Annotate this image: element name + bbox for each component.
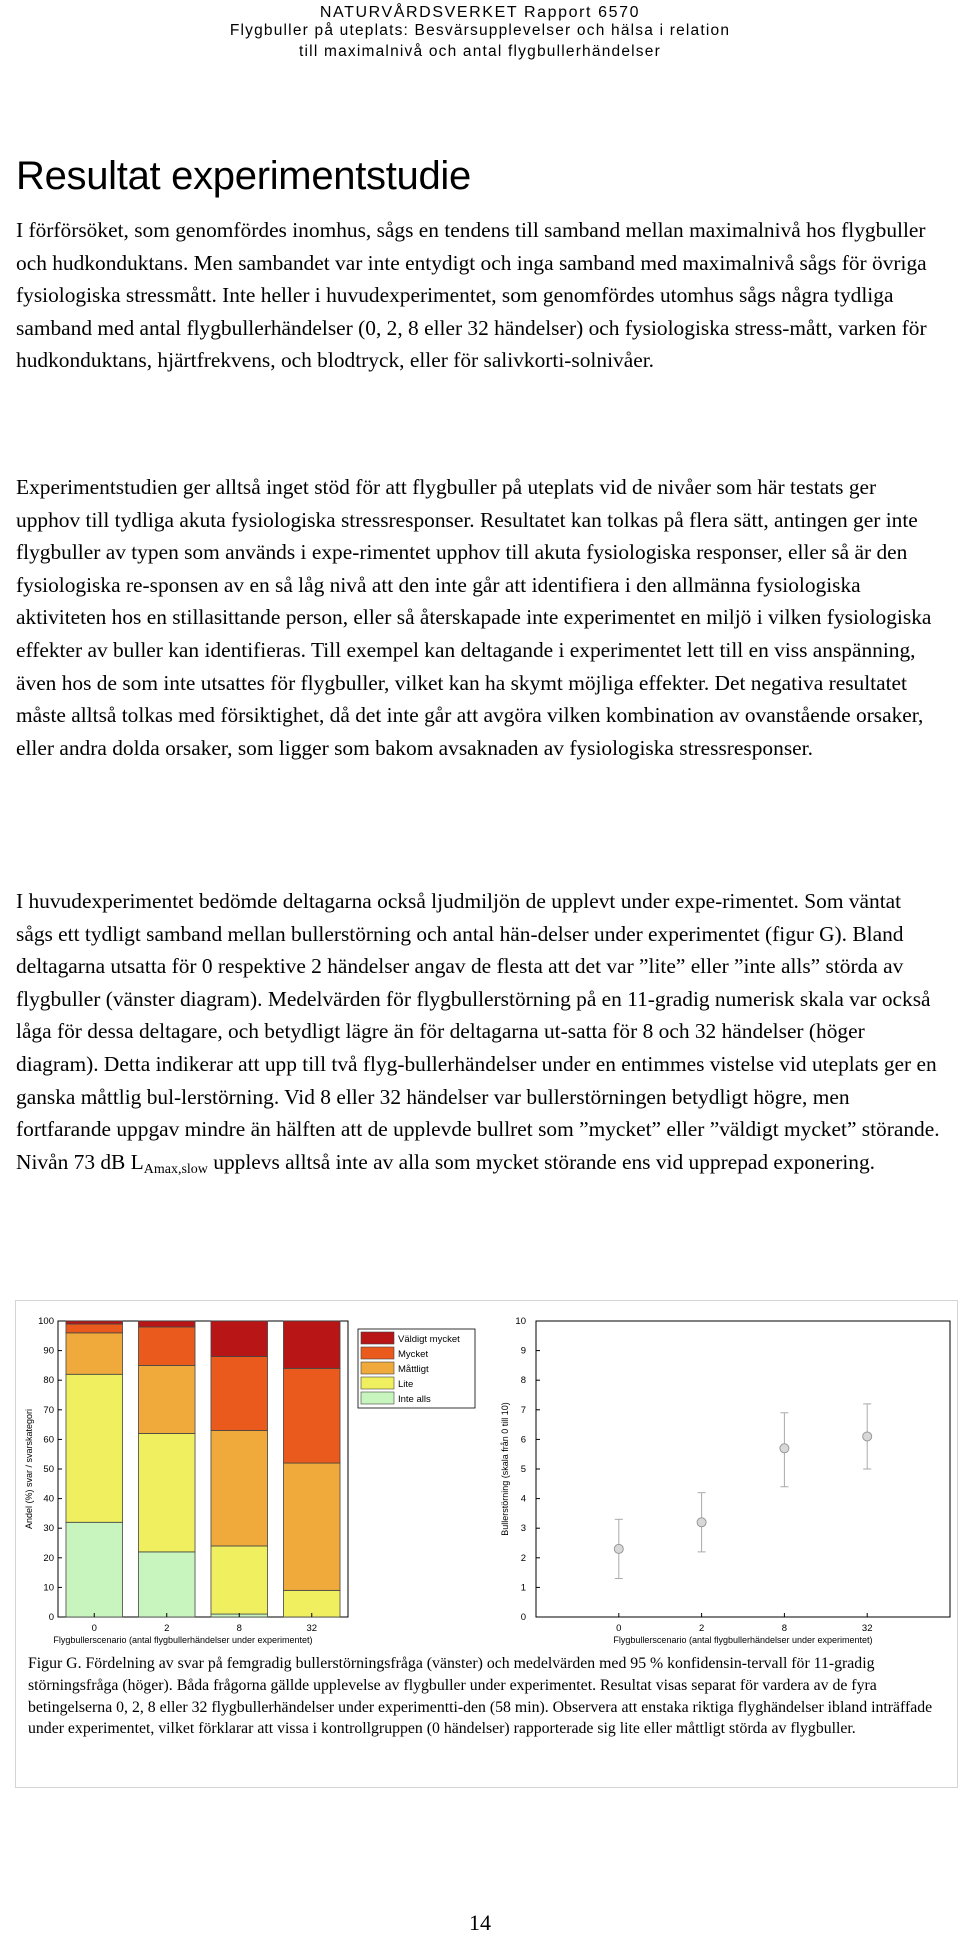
y-tick-label: 70 [43, 1404, 54, 1416]
paragraph-1: I förförsöket, som genomfördes inomhus, sågs en tendens till samband mellan maximalnivå hos flygbuller och hudkonduktans. Men sambandet var inte entydigt och inga samband med maximalnivå sågs för övriga fysiologiska stressmått. Inte heller i huvudexperimentet, som genomfördes utomhus sågs några tydliga samband med antal flygbullerhändelser (0, 2, 8 eller 32 händelser) och fysiologiska stress-mått, varken för hudkonduktans, hjärtfrekvens, och blodtryck, eller för salivkorti-solnivåer. [16, 218, 927, 373]
y-tick-label: 100 [38, 1316, 54, 1327]
stacked-bar-chart [16, 1301, 486, 1651]
bar-segment [211, 1431, 268, 1546]
x-tick-label: 0 [91, 1623, 97, 1634]
x-tick-label: 2 [698, 1623, 705, 1634]
y-tick-label: 8 [520, 1375, 526, 1387]
x-tick-label: 2 [164, 1623, 170, 1634]
mean-point [780, 1444, 789, 1453]
y-tick-label: 80 [43, 1375, 54, 1387]
y-tick-label: 2 [520, 1552, 526, 1564]
mean-point [614, 1544, 623, 1553]
y-tick-label: 0 [48, 1612, 54, 1623]
bar-segment [66, 1324, 123, 1333]
paragraph-2: Experimentstudien ger alltså inget stöd för att flygbuller på uteplats vid de nivåer som här testats ger upphov till tydliga akuta fysiologiska stressresponser. Resultatet kan tolkas på flera sätt, antingen ger inte flygbuller av typen som används i expe-rimentet upphov till akuta fysiologiska responser, eller så är den fysiologiska re-sponsen av en så låg nivå att den inte går att identifiera i den allmänna fysiologiska aktiviteten hos en stillasittande person, eller så återskapade inte experimentet en miljö i vilken fysiologiska effekter av buller kan identifieras. Till exempel kan deltagande i experimentet lett till en viss anspänning, även hos de som inte utsattes för flygbuller, vilket kan ha skymt möjliga effekter. Det negativa resultatet måste alltså tolkas med försiktighet, då det inte går att avgöra vilken kombination av ovanstående orsaker, eller andra dolda orsaker, som ligger som bakom avsaknaden av fysiologiska stressresponser. [16, 475, 932, 760]
report-header-subtitle-2: till maximalnivå och antal flygbullerhändelser [299, 43, 661, 60]
y-tick-label: 10 [515, 1316, 526, 1327]
legend-swatch [361, 1347, 394, 1359]
chart-legend [358, 1329, 475, 1408]
page-number: 14 [469, 1910, 491, 1935]
legend-label: Lite [398, 1379, 414, 1390]
bar-segment [138, 1321, 195, 1327]
plot-frame [536, 1321, 950, 1617]
x-tick-label: 32 [861, 1623, 873, 1634]
figure-caption: Figur G. Fördelning av svar på femgradig bullerstörningsfråga (vänster) och medelvärden med 95 % konfidensin-tervall för 11-gradig störningsfråga (höger). Båda frågorna gällde upplevelse av flygbuller under experimentet. Resultat visas separat för vardera av de fyra betingelserna 0, 2, 8 eller 32 flygbullerhändelser under experimentti-den (58 min). Observera att enstaka riktiga flyghändelser ibland inträffade under experimentet, vilket förklarar att vissa i kontrollgruppen (0 händelser) rapporterade sig lite eller måttligt störda av flygbuller. [28, 1655, 933, 1738]
report-header-title: NATURVÅRDSVERKET Rapport 6570 [319, 4, 641, 21]
legend-label: Inte alls [398, 1394, 431, 1405]
bar-segment [211, 1321, 268, 1357]
figure-bottom-rule [16, 1787, 958, 1788]
y-tick-label: 5 [520, 1464, 526, 1475]
y-tick-label: 60 [43, 1434, 54, 1446]
bar-segment [138, 1433, 195, 1551]
y-tick-label: 10 [43, 1582, 54, 1594]
bar-segment [138, 1365, 195, 1433]
y-tick-label: 30 [43, 1523, 54, 1535]
report-header-subtitle-1: Flygbuller på uteplats: Besvärsupplevelser och hälsa i relation [229, 22, 731, 39]
y-axis-label: Andel (%) svar / svarskategori [24, 1408, 34, 1530]
y-tick-label: 20 [43, 1552, 54, 1564]
legend-swatch [361, 1377, 394, 1389]
legend-swatch [361, 1362, 394, 1374]
legend-label: Måttligt [398, 1364, 429, 1375]
x-tick-label: 8 [236, 1623, 242, 1634]
annoyance-mean-chart [488, 1301, 958, 1651]
y-tick-label: 1 [520, 1582, 526, 1594]
bar-segment [138, 1552, 195, 1617]
bar-segment [66, 1321, 123, 1324]
y-tick-label: 40 [43, 1493, 54, 1505]
bar-segment [211, 1357, 268, 1431]
y-tick-label: 0 [520, 1612, 526, 1623]
y-tick-label: 4 [520, 1493, 526, 1505]
y-axis-label: Bullerstörning (skala från 0 till 10) [500, 1402, 510, 1536]
x-tick-label: 32 [306, 1623, 318, 1634]
bar-segment [211, 1546, 268, 1614]
figure-g [15, 1300, 958, 1788]
section-title: Resultat experimentstudie [16, 154, 471, 198]
y-tick-label: 50 [43, 1464, 54, 1475]
bar-segment [283, 1368, 340, 1463]
bar-segment [283, 1463, 340, 1590]
legend-label: Väldigt mycket [398, 1334, 460, 1345]
y-tick-label: 7 [520, 1404, 526, 1416]
paragraph-3 [16, 885, 941, 1178]
x-tick-label: 8 [781, 1623, 788, 1634]
bar-segment [138, 1327, 195, 1365]
y-tick-label: 90 [43, 1345, 54, 1357]
bar-segment [66, 1333, 123, 1374]
x-tick-label: 0 [616, 1623, 622, 1634]
mean-point [697, 1518, 706, 1527]
y-tick-label: 3 [520, 1523, 526, 1535]
lamax-subscript: Amax,slow [143, 1161, 208, 1177]
bar-segment [283, 1321, 340, 1368]
mean-point [863, 1432, 872, 1441]
bar-segment [66, 1522, 123, 1617]
legend-swatch [361, 1332, 394, 1344]
y-tick-label: 6 [520, 1434, 526, 1446]
x-axis-label: Flygbullerscenario (antal flygbullerhändelser under experimentet) [53, 1635, 313, 1645]
legend-label: Mycket [398, 1349, 429, 1360]
paragraph-3-text-a: I huvudexperimentet bedömde deltagarna också ljudmiljön de upplevt under expe-rimentet. Som väntat sågs ett tydligt samband mellan bullerstörning och antal hän-delser under experimentet (figur G). Bland deltagarna utsatta för 0 respektive 2 händelser angav de flesta att det var ”lite” eller ”inte alls” störda av flygbuller (vänster diagram). Medelvärden för flygbullerstörning på en 11-gradig numerisk skala var också låga för dessa deltagare, och betydligt lägre än för deltagarna ut-satta för 8 och 32 händelser (höger diagram). Detta indikerar att upp till två flyg-bullerhändelser under en entimmes vistelse vid uteplats ger en ganska måttlig bul-lerstörning. Vid 8 eller 32 händelser var bullerstörningen betydligt högre, men fortfarande uppgav mindre än hälften att de upplevde bullret som ”mycket” eller ”väldigt mycket” störande. Nivån 73 dB L [16, 889, 940, 1174]
paragraph-3-text-b: upplevs alltså inte av alla som mycket störande ens vid upprepad exponering. [207, 1149, 876, 1174]
legend-swatch [361, 1392, 394, 1404]
bar-segment [66, 1374, 123, 1522]
y-tick-label: 9 [520, 1345, 526, 1357]
x-axis-label: Flygbullerscenario (antal flygbullerhändelser under experimentet) [613, 1635, 873, 1645]
